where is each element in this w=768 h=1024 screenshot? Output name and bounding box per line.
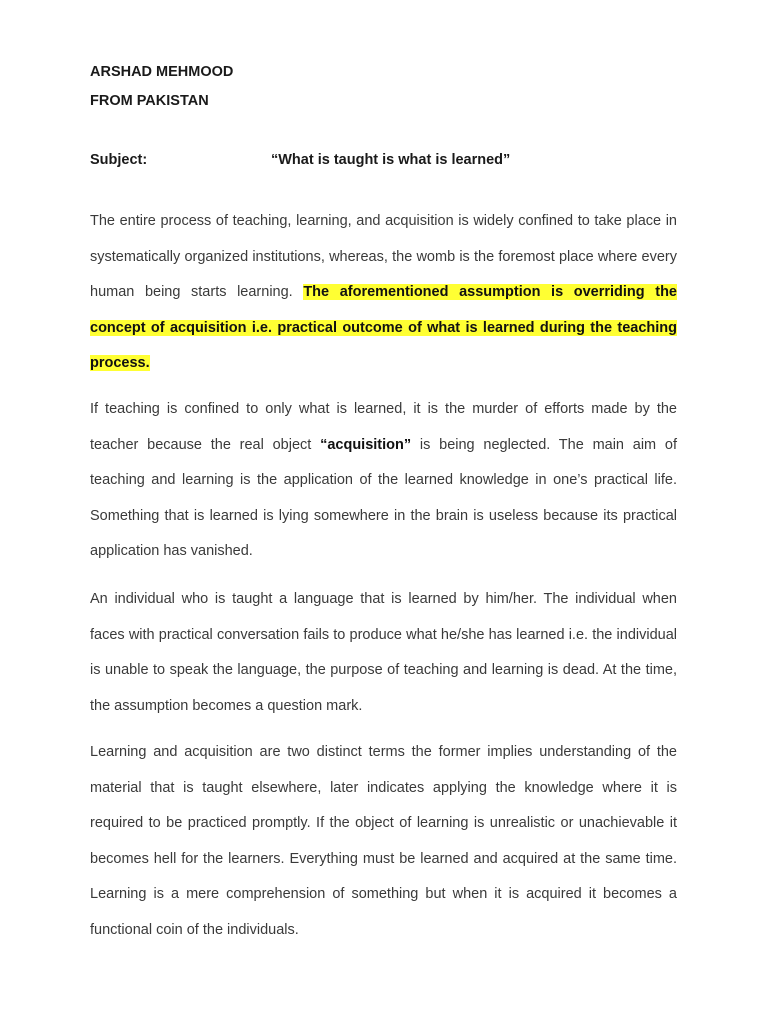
paragraph-3: An individual who is taught a language that is learned by him/her. The individual when faces with practical conversation fails to produce what he/she has learned i.e. the individual is unable to speak the language, the purpose of teaching and learning is dead. At the time, the assumption becomes a question mark. bbox=[90, 591, 677, 714]
subject-title: “What is taught is what is learned” bbox=[271, 152, 511, 168]
paragraph-2 bbox=[90, 392, 677, 570]
author-name: ARSHAD MEHMOOD bbox=[90, 64, 234, 80]
subject-label: Subject: bbox=[90, 152, 148, 168]
paragraph-1-highlight: The aforementioned assumption is overriding the concept of acquisition i.e. practical outcome of what is learned during the teaching process. bbox=[90, 284, 677, 372]
paragraph-2-text-b: is being neglected. The main aim of teaching and learning is the application of the learned knowledge in one’s practical life. Something that is learned is lying somewhere in the brain is useless because its practical application has vanished. bbox=[90, 436, 677, 560]
paragraph-1 bbox=[90, 204, 677, 382]
paragraph-2-text-a: If teaching is confined to only what is learned, it is the murder of efforts made by the teacher because the real object bbox=[90, 401, 677, 453]
paragraph-2-bold-term: “acquisition” bbox=[320, 436, 412, 453]
paragraph-1-text: The entire process of teaching, learning, and acquisition is widely confined to take place in systematically organized institutions, whereas, the womb is the foremost place where every human being starts learning. bbox=[90, 213, 677, 301]
paragraph-4: Learning and acquisition are two distinct terms the former implies understanding of the material that is taught elsewhere, later indicates applying the knowledge where it is required to be practiced promptly. If the object of learning is unrealistic or unachievable it becomes hell for the learners. Everything must be learned and acquired at the same time. Learning is a mere comprehension of something but when it is acquired it becomes a functional coin of the individuals. bbox=[90, 744, 677, 938]
author-origin: FROM PAKISTAN bbox=[90, 93, 209, 109]
